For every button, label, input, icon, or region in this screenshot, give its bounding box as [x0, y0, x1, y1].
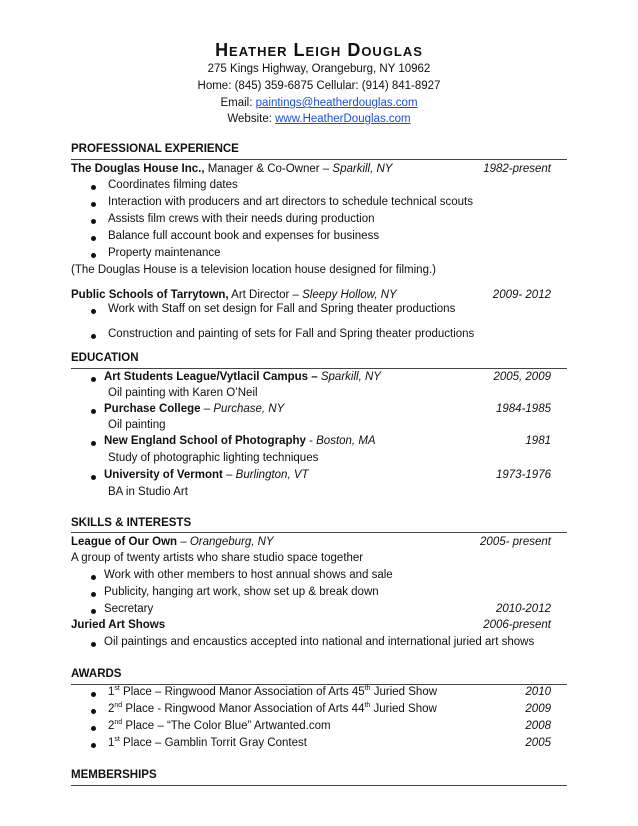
list-item: Coordinates filming dates [108, 179, 238, 191]
ordinal-suffix: th [364, 702, 371, 710]
bullet-icon [91, 219, 96, 224]
juried-title: Juried Art Shows [71, 619, 166, 631]
separator: – [177, 536, 190, 548]
award-text: Place – Gamblin Torrit Gray Contest [119, 737, 307, 749]
award-year: 2009 [525, 703, 551, 715]
separator: – [200, 403, 214, 415]
education-dates: 1981 [525, 435, 551, 447]
award-year: 2008 [525, 720, 551, 732]
section-heading-awards: AWARDS [71, 668, 122, 680]
website-label: Website: [227, 113, 276, 125]
award-year: 2005 [525, 737, 551, 749]
bullet-icon [91, 709, 96, 714]
job-org: The Douglas House Inc., [71, 163, 205, 175]
bullet-icon [91, 409, 96, 414]
section-rule [71, 532, 567, 533]
list-item: Secretary [104, 603, 154, 615]
award-year: 2010 [525, 686, 551, 698]
section-rule [71, 368, 567, 369]
address-line: 275 Kings Highway, Orangeburg, NY 10962 [207, 63, 431, 75]
list-item: Property maintenance [108, 247, 221, 259]
ordinal-suffix: th [364, 685, 371, 693]
skills-league-title [71, 536, 274, 548]
ordinal-suffix: nd [114, 719, 123, 727]
separator: – [222, 469, 236, 481]
ordinal-suffix: nd [114, 702, 123, 710]
list-item: Work with other members to host annual shows and sale [104, 569, 393, 581]
bullet-icon [91, 692, 96, 697]
league-location: Orangeburg, NY [189, 536, 274, 548]
list-item: Publicity, hanging art work, show set up & break down [104, 586, 379, 598]
list-item: Work with Staff on set design for Fall and Spring theater productions [108, 303, 456, 315]
bullet-icon [91, 575, 96, 580]
bullet-icon [91, 726, 96, 731]
education-detail: BA in Studio Art [108, 486, 188, 498]
school-name: Art Students League/Vytlacil Campus – [104, 371, 318, 383]
education-dates: 1973-1976 [496, 469, 551, 481]
award-item [108, 703, 437, 715]
resume-name: Heather Leigh Douglas [215, 40, 423, 60]
bullet-icon [91, 377, 96, 382]
bullet-icon [91, 334, 96, 339]
award-text: Place - Ringwood Manor Association of Arts 44 [122, 703, 365, 715]
email-label: Email: [220, 97, 256, 109]
bullet-icon [91, 236, 96, 241]
job-role: Manager & Co-Owner – [204, 163, 333, 175]
award-place-number: 2 [108, 703, 115, 715]
section-heading-memberships: MEMBERSHIPS [71, 769, 157, 781]
job-location: Sparkill, NY [332, 163, 393, 175]
school-location: Boston, MA [316, 435, 376, 447]
education-detail: Study of photographic lighting techniques [108, 452, 319, 464]
list-item: Interaction with producers and art directors to schedule technical scouts [108, 196, 473, 208]
separator: - [305, 435, 317, 447]
juried-dates: 2006-present [483, 619, 551, 631]
section-rule [71, 785, 567, 786]
league-name: League of Our Own [71, 536, 178, 548]
bullet-icon [91, 185, 96, 190]
website-line [0, 113, 638, 125]
website-link[interactable]: www.HeatherDouglas.com [275, 113, 411, 125]
list-item: Construction and painting of sets for Fall and Spring theater productions [108, 328, 475, 340]
league-description: A group of twenty artists who share studio space together [71, 552, 364, 564]
award-item [108, 720, 331, 732]
job-dates: 2009- 2012 [492, 289, 551, 301]
section-heading-experience: PROFESSIONAL EXPERIENCE [71, 143, 239, 155]
bullet-icon [91, 309, 96, 314]
list-item: Assists film crews with their needs during production [108, 213, 375, 225]
section-heading-skills: SKILLS & INTERESTS [71, 517, 192, 529]
section-rule [71, 684, 567, 685]
bullet-icon [91, 441, 96, 446]
list-item: Balance full account book and expenses for business [108, 230, 380, 242]
job-title-douglas-house [71, 163, 392, 175]
section-rule [71, 159, 567, 160]
ordinal-suffix: st [114, 685, 120, 693]
job-location: Sleepy Hollow, NY [302, 289, 397, 301]
award-item [108, 737, 307, 749]
education-dates: 2005, 2009 [493, 371, 551, 383]
school-location: Burlington, VT [235, 469, 309, 481]
school-name: New England School of Photography [104, 435, 306, 447]
ordinal-suffix: st [114, 736, 120, 744]
list-item: Oil paintings and encaustics accepted into national and international juried art shows [104, 636, 535, 648]
job-role: Art Director – [228, 289, 303, 301]
bullet-icon [91, 253, 96, 258]
bullet-icon [91, 743, 96, 748]
award-item [108, 686, 437, 698]
award-text: Place – Ringwood Manor Association of Arts 45 [119, 686, 365, 698]
bullet-icon [91, 202, 96, 207]
bullet-icon [91, 592, 96, 597]
email-link[interactable]: paintings@heatherdouglas.com [255, 97, 418, 109]
job-title-tarrytown [71, 289, 397, 301]
education-school [104, 371, 381, 383]
award-place-number: 2 [108, 720, 115, 732]
phone-line: Home: (845) 359-6875 Cellular: (914) 841-8927 [197, 80, 441, 92]
school-name: University of Vermont [104, 469, 223, 481]
bullet-icon [91, 475, 96, 480]
job-note: (The Douglas House is a television location house designed for filming.) [71, 264, 437, 276]
job-dates: 1982-present [483, 163, 551, 175]
education-school [104, 403, 284, 415]
school-location: Purchase, NY [213, 403, 285, 415]
education-school [104, 469, 309, 481]
secretary-dates: 2010-2012 [496, 603, 551, 615]
education-school [104, 435, 376, 447]
email-line [0, 97, 638, 109]
league-dates: 2005- present [480, 536, 551, 548]
education-dates: 1984-1985 [496, 403, 551, 415]
bullet-icon [91, 642, 96, 647]
section-heading-education: EDUCATION [71, 352, 139, 364]
award-place-number: 1 [108, 737, 115, 749]
school-name: Purchase College [104, 403, 201, 415]
award-place-number: 1 [108, 686, 115, 698]
award-text: Place – “The Color Blue” Artwanted.com [122, 720, 331, 732]
award-text-end: Juried Show [370, 703, 437, 715]
award-text-end: Juried Show [370, 686, 438, 698]
job-org: Public Schools of Tarrytown, [71, 289, 229, 301]
education-detail: Oil painting [108, 419, 166, 431]
school-location: Sparkill, NY [320, 371, 381, 383]
education-detail: Oil painting with Karen O’Neil [108, 387, 258, 399]
bullet-icon [91, 609, 96, 614]
